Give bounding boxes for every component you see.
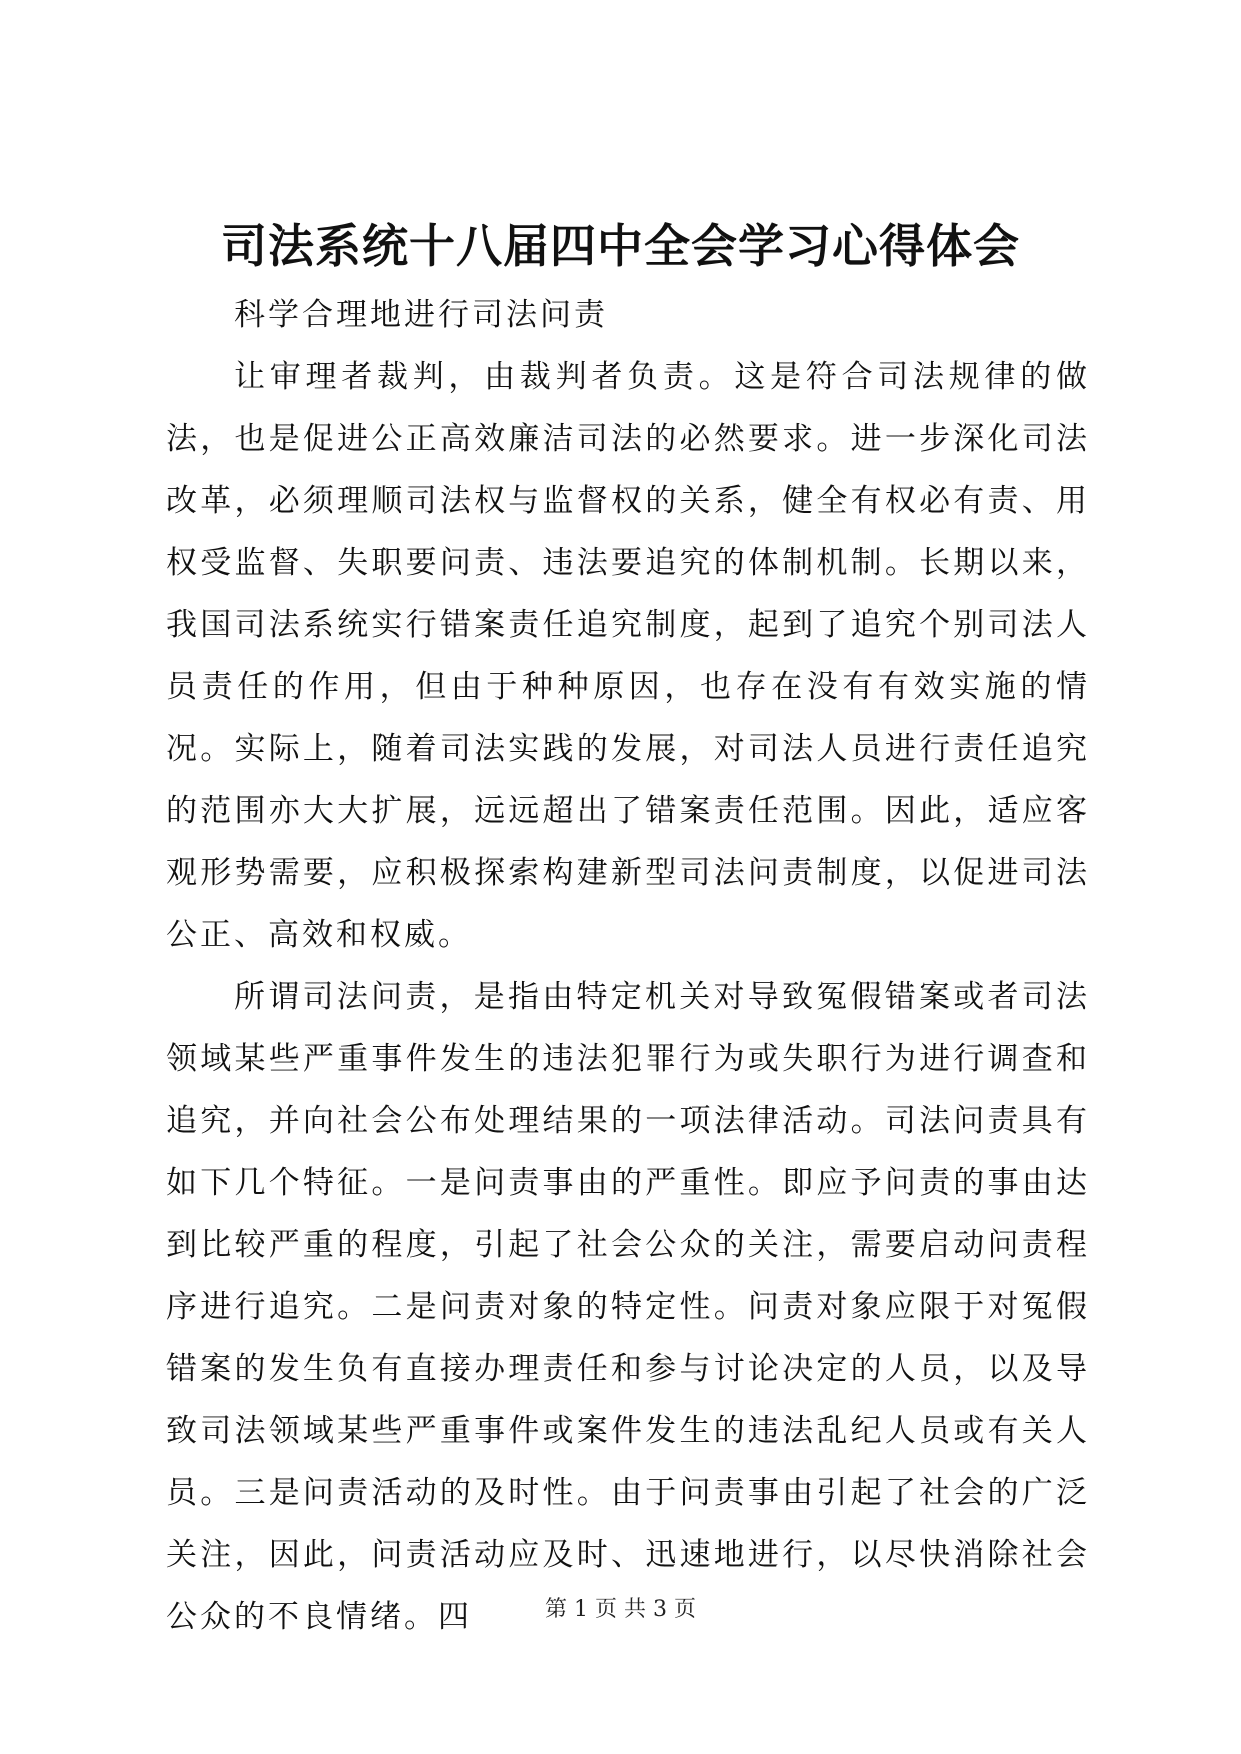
section-subheading: 科学合理地进行司法问责: [234, 297, 608, 333]
document-title: 司法系统十八届四中全会学习心得体会: [221, 219, 1020, 273]
body-paragraph-2: 所谓司法问责，是指由特定机关对导致冤假错案或者司法领域某些严重事件发生的违法犯罪行为或失职行为进行调查和追究，并向社会公布处理结果的一项法律活动。司法问责具有如下几个特征。一是问责事由的严重性。即应予问责的事由达到比较严重的程度，引起了社会公众的关注，需要启动问责程序进行追究。二是问责对象的特定性。问责对象应限于对冤假错案的发生负有直接办理责任和参与讨论决定的人员，以及导致司法领域某些严重事件或案件发生的违法乱纪人员或有关人员。三是问责活动的及时性。由于问责事由引起了社会的广泛关注，因此，问责活动应及时、迅速地进行，以尽快消除社会公众的不良情绪。四: [166, 979, 1090, 1635]
body-paragraph-1: 让审理者裁判，由裁判者负责。这是符合司法规律的做法，也是促进公正高效廉洁司法的必然要求。进一步深化司法改革，必须理顺司法权与监督权的关系，健全有权必有责、用权受监督、失职要问责、违法要追究的体制机制。长期以来，我国司法系统实行错案责任追究制度，起到了追究个别司法人员责任的作用，但由于种种原因，也存在没有有效实施的情况。实际上，随着司法实践的发展，对司法人员进行责任追究的范围亦大大扩展，远远超出了错案责任范围。因此，适应客观形势需要，应积极探索构建新型司法问责制度，以促进司法公正、高效和权威。: [166, 359, 1090, 953]
page-number-footer: 第 1 页 共 3 页: [545, 1597, 696, 1622]
document-body: [166, 284, 1090, 1648]
